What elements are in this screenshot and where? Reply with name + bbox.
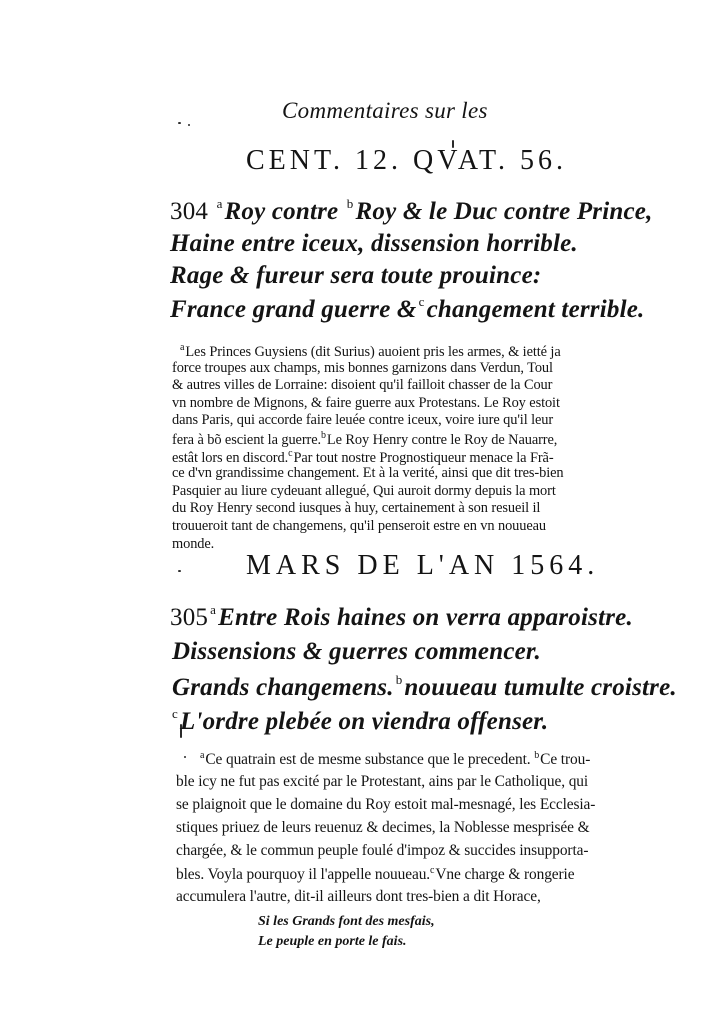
verse-text: Roy & le Duc contre Prince,: [355, 198, 653, 225]
verse-text: France grand guerre &: [170, 296, 417, 323]
footnote-mark: c: [288, 447, 293, 459]
date-heading: MARS DE L'AN 1564.: [246, 550, 600, 581]
commentary-line: trouueroit tant de changemens, qu'il penseroit estre en vn nouueau: [172, 518, 547, 534]
commentary-line: $^a$Les Princes Guysiens (dit Surius) auoient pris les armes, & ietté ja: [180, 342, 561, 360]
ink-speck: [178, 122, 181, 124]
commentary-line: estât lors en discord.$^c$Par tout nostre Prognostiqueur menace la Frã-: [172, 447, 554, 466]
footnote-mark: b: [534, 750, 540, 761]
quatrain-304-line-3: Rage & fureur sera toute prouince:: [170, 262, 542, 289]
footnote-mark: c: [418, 294, 425, 309]
footnote-mark: a: [216, 196, 223, 211]
quatrain-305-line-1: [170, 602, 633, 632]
quatrain-305-line-4: [170, 706, 548, 736]
ink-speck: [178, 570, 181, 572]
commentary-line: force troupes aux champs, mis bonnes garnizons dans Verdun, Toul: [172, 359, 553, 376]
footnote-mark: b: [321, 430, 326, 441]
couplet-line: Le peuple en porte le fais.: [258, 934, 407, 949]
couplet-line: Si les Grands font des mesfais,: [258, 914, 435, 929]
commentary-line: dans Paris, qui accorde faire leuée contre iceux, voire iure qu'il leur: [172, 412, 554, 429]
footnote-mark: c: [172, 706, 178, 721]
running-head: Commentaires sur les: [282, 98, 488, 123]
quatrain-304-line-2: Haine entre iceux, dissension horrible.: [170, 230, 578, 257]
verse-text: Grands changemens.: [172, 674, 394, 701]
quatrain-number: 305: [170, 604, 209, 631]
commentary-line: stiques priuez de leurs reuenuz & decimes, la Noblesse mesprisée &: [176, 819, 590, 836]
commentary-line: ce d'vn grandissime changement. Et à la verité, ainsi que dit tres-bien: [172, 465, 564, 482]
ink-speck: [184, 756, 186, 758]
ink-speck: [188, 124, 190, 126]
quatrain-305-line-3: [172, 672, 677, 702]
quatrain-305-line-2: Dissensions & guerres commencer.: [172, 638, 541, 665]
verse-text: nouueau tumulte croistre.: [404, 674, 677, 701]
commentary-line: Pasquier au liure cydeuant allegué, Qui auroit dormy depuis la mort: [172, 482, 556, 499]
quatrain-number: 304: [170, 198, 209, 225]
quatrain-304-line-1: [170, 196, 653, 226]
commentary-line: ble icy ne fut pas excité par le Protestant, ains par le Catholique, qui: [176, 773, 589, 790]
quatrain-304-line-4: [170, 294, 644, 324]
commentary-line: bles. Voyla pourquoy il l'appelle nouueau.$^c$Vne charge & rongerie: [176, 865, 575, 883]
verse-text: Roy contre: [224, 198, 339, 225]
verse-text: L'ordre plebée on viendra offenser.: [179, 708, 549, 735]
commentary-line: monde.: [172, 535, 215, 552]
century-heading: CENT. 12. QVAT. 56.: [246, 145, 567, 176]
commentary-line: chargée, & le commun peuple foulé d'impoz & succides insupporta-: [176, 842, 589, 859]
commentary-line: accumulera l'autre, dit-il ailleurs dont tres-bien a dit Horace,: [176, 888, 541, 905]
commentary-line: vn nombre de Mignons, & faire guerre aux Protestans. Le Roy estoit: [172, 394, 560, 411]
footnote-mark: a: [200, 750, 205, 761]
commentary-line: & autres villes de Lorraine: disoient qu'il failloit chasser de la Cour: [172, 377, 553, 394]
commentary-line: fera à bõ escient la guerre.$^b$Le Roy Henry contre le Roy de Nauarre,: [172, 430, 558, 448]
verse-text: Entre Rois haines on verra apparoistre.: [218, 604, 633, 631]
commentary-line: $^a$Ce quatrain est de mesme substance que le precedent. $^b$Ce trou-: [200, 750, 591, 768]
commentary-line: du Roy Henry second iusques à huy, certainement à son resueil il: [172, 500, 541, 517]
footnote-mark: b: [346, 196, 354, 211]
verse-text: changement terrible.: [426, 296, 645, 323]
footnote-mark: b: [395, 672, 403, 687]
commentary-line: se plaignoit que le domaine du Roy estoit mal-mesnagé, les Ecclesia-: [176, 796, 596, 813]
footnote-mark: a: [210, 602, 217, 617]
footnote-mark: c: [430, 865, 435, 876]
footnote-mark: a: [180, 342, 185, 353]
